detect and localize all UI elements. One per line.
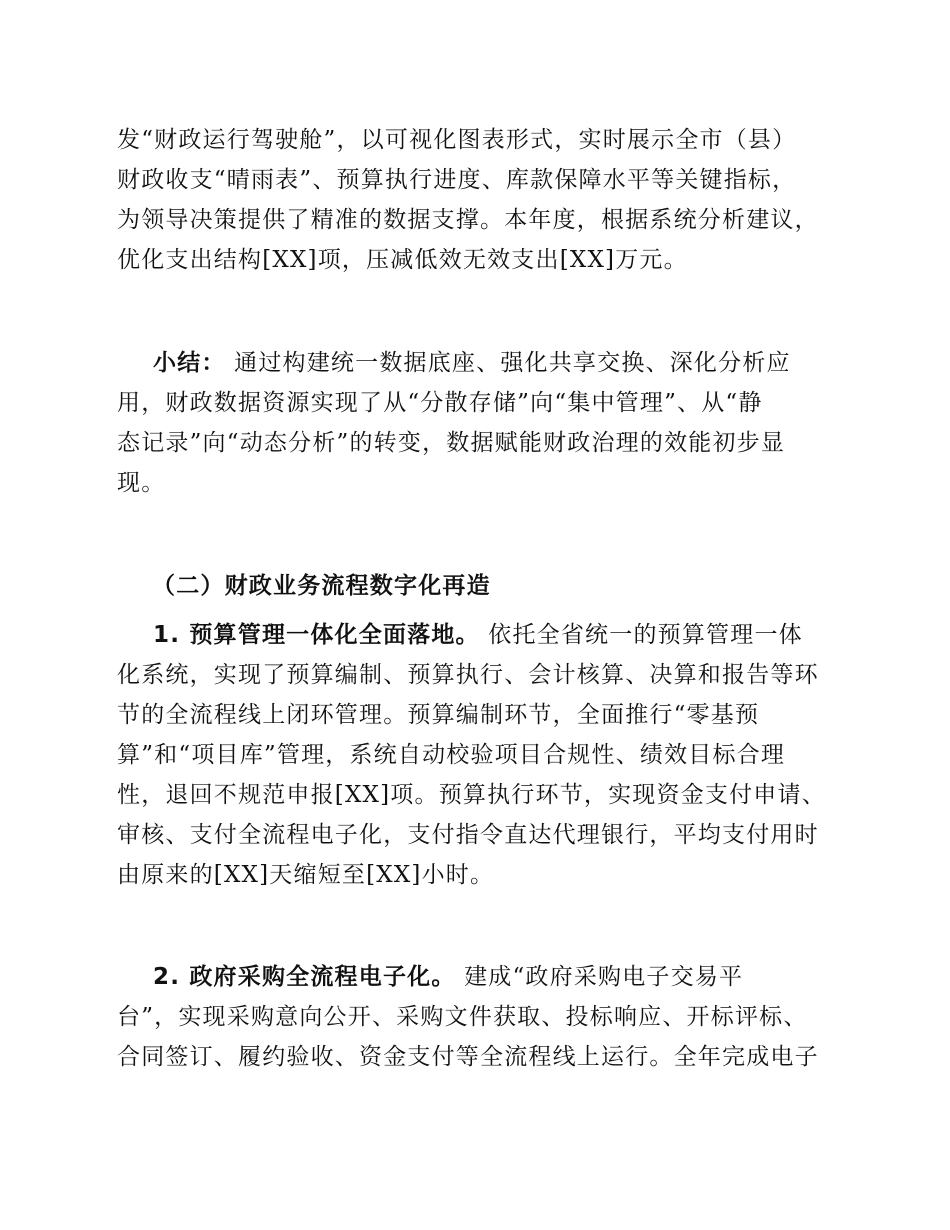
item1-paragraph: [117, 615, 837, 895]
text-line: 台”，实现采购意向公开、采购文件获取、投标响应、开标评标、: [117, 1004, 808, 1030]
item1-label: 1. 预算管理一体化全面落地。: [153, 622, 480, 648]
text-line: 由原来的[XX]天缩短至[XX]小时。: [117, 862, 495, 888]
text-line: 合同签订、履约验收、资金支付等全流程线上运行。全年完成电子: [117, 1044, 819, 1070]
text-line: 性，退回不规范申报[XX]项。预算执行环节，实现资金支付申请、: [117, 782, 826, 808]
item2-label: 2. 政府采购全流程电子化。: [153, 964, 456, 990]
item2-paragraph: [117, 957, 837, 1077]
item1-first-text: 依托全省统一的预算管理一体: [479, 622, 803, 648]
text-line: 为领导决策提供了精准的数据支撑。本年度，根据系统分析建议，: [117, 207, 819, 233]
summary-first-line: [117, 343, 837, 383]
section-heading: （二）财政业务流程数字化再造: [152, 573, 491, 599]
text-line: 审核、支付全流程电子化，支付指令直达代理银行，平均支付用时: [117, 822, 819, 848]
text-line: 节的全流程线上闭环管理。预算编制环节，全面推行“零基预: [117, 702, 760, 728]
item2-first-text: 建成“政府采购电子交易平: [455, 964, 744, 990]
text-line: 优化支出结构[XX]项，压减低效无效支出[XX]万元。: [117, 247, 688, 273]
item1-first-line: [117, 615, 837, 655]
text-line: 态记录”向“动态分析”的转变，数据赋能财政治理的效能初步显: [117, 430, 786, 456]
text-line: 用，财政数据资源实现了从“分散存储”向“集中管理”、从“静: [117, 390, 763, 416]
text-line: 发“财政运行驾驶舱”，以可视化图表形式，实时展示全市（县）: [117, 127, 797, 153]
text-line: 算”和“项目库”管理，系统自动校验项目合规性、绩效目标合理: [117, 742, 786, 768]
summary-first-text: 通过构建统一数据底座、强化共享交换、深化分析应: [225, 350, 791, 376]
text-line: 化系统，实现了预算编制、预算执行、会计核算、决算和报告等环: [117, 662, 819, 688]
text-line: 现。: [117, 470, 166, 496]
paragraph-continued: [117, 120, 837, 280]
summary-label: 小结：: [153, 350, 226, 376]
item2-first-line: [117, 957, 837, 997]
text-line: 财政收支“晴雨表”、预算执行进度、库款保障水平等关键指标，: [117, 167, 797, 193]
summary-paragraph: [117, 343, 837, 503]
